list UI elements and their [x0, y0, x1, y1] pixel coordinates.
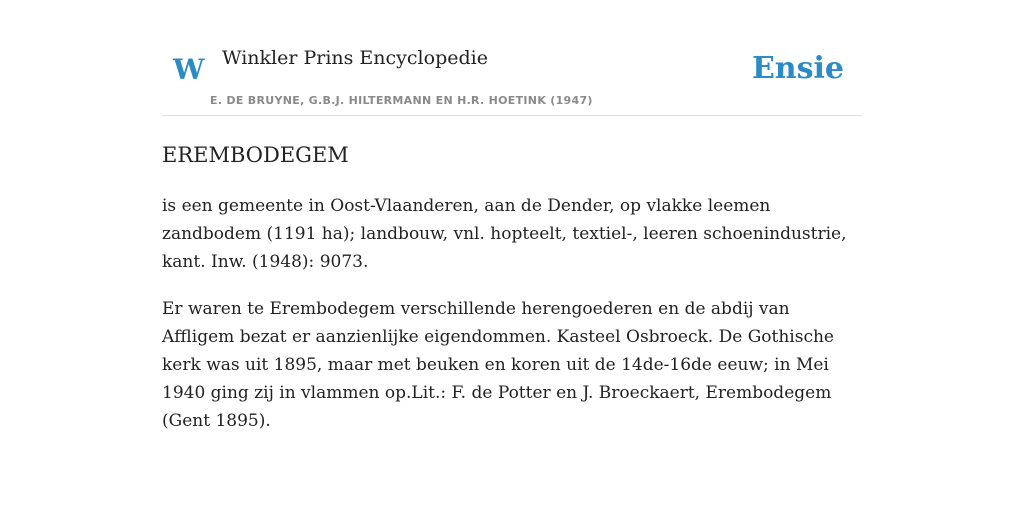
page-container: [162, 0, 862, 431]
entry-paragraph: is een gemeente in Oost-Vlaanderen, aan de Dender, op vlakke leemen zandbodem (1191 ha); landbouw, vnl. hopteelt, textiel-, leeren schoenindustrie, kant. Inw. (1948): 9073.: [162, 196, 847, 272]
source-title[interactable]: Winkler Prins Encyclopedie: [222, 47, 488, 69]
source-header: [162, 0, 862, 116]
entry-paragraph: Er waren te Erembodegem verschillende herengoederen en de abdij van Affligem bezat er aanzienlijke eigendommen. Kasteel Osbroeck. De Gothische kerk was uit 1895, maar met beuken en koren uit de 14de-16de eeuw; in Mei 1940 ging zij in vlammen op.Lit.: F. de Potter en J. Broeckaert, Erembodegem (Gent 1895).: [162, 299, 834, 431]
entry-title: EREMBODEGEM: [162, 143, 349, 167]
source-authors: E. DE BRUYNE, G.B.J. HILTERMANN EN H.R. HOETINK (1947): [210, 94, 593, 107]
entry-body: [162, 192, 862, 454]
ensie-logo[interactable]: Ensie: [751, 51, 844, 86]
winkler-prins-logo[interactable]: W: [173, 53, 205, 86]
